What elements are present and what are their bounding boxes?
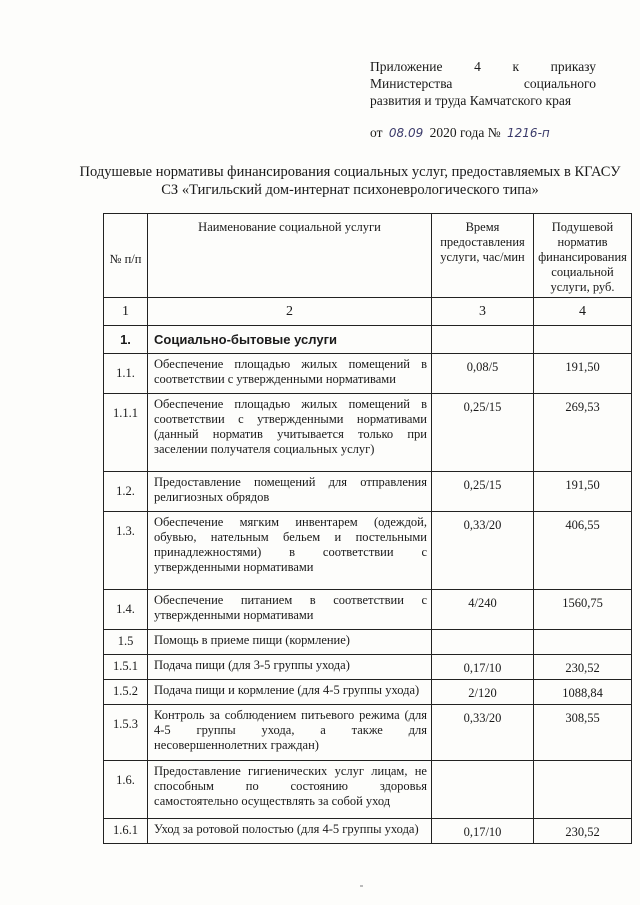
table-row [104, 655, 632, 680]
row-num: 1.4. [104, 590, 148, 630]
column-number-row [104, 298, 632, 326]
row-cost: 230,52 [534, 819, 632, 844]
table-row [104, 590, 632, 630]
section-num: 1. [104, 326, 148, 354]
services-table [103, 213, 632, 844]
row-time: 0,25/15 [432, 472, 534, 512]
header-time: Время предоставления услуги, час/мин [432, 214, 534, 298]
section-name: Социально-бытовые услуги [148, 326, 432, 354]
row-time: 0,33/20 [432, 705, 534, 761]
row-num: 1.1.1 [104, 394, 148, 472]
row-time: 2/120 [432, 680, 534, 705]
document-title: Подушевые нормативы финансирования социальных услуг, предоставляемых в КГАСУ СЗ «Тигильский дом-интернат психоневрологического типа» [79, 164, 621, 198]
table-row [104, 705, 632, 761]
header-service-name: Наименование социальной услуги [148, 214, 432, 298]
appendix-block [370, 58, 596, 109]
appendix-line-3: развития и труда Камчатского края [370, 93, 572, 108]
row-time: 0,17/10 [432, 819, 534, 844]
order-reference [370, 125, 610, 141]
row-cost: 406,55 [534, 512, 632, 590]
row-service-name: Обеспечение питанием в соответствии с утвержденными нормативами [148, 590, 432, 630]
row-cost [534, 761, 632, 819]
row-num: 1.5 [104, 630, 148, 655]
appendix-line-1: Приложение 4 к приказу [370, 59, 596, 74]
table-row [104, 761, 632, 819]
row-num: 1.6. [104, 761, 148, 819]
row-time [432, 630, 534, 655]
header-cost: Подушевой норматив финансирования социальной услуги, руб. [534, 214, 632, 298]
row-num: 1.6.1 [104, 819, 148, 844]
row-cost: 230,52 [534, 655, 632, 680]
table-row [104, 354, 632, 394]
row-cost: 1560,75 [534, 590, 632, 630]
order-prefix: от [370, 125, 383, 140]
row-num: 1.5.1 [104, 655, 148, 680]
order-number-handwritten: 1216-п [507, 126, 550, 140]
column-number: 3 [432, 298, 534, 326]
row-cost: 1088,84 [534, 680, 632, 705]
header-num: № п/п [104, 214, 148, 298]
row-service-name: Подача пищи и кормление (для 4-5 группы ухода) [148, 680, 432, 705]
appendix-line-2: Министерства социального [370, 76, 596, 91]
table-row [104, 512, 632, 590]
row-service-name: Предоставление помещений для отправления религиозных обрядов [148, 472, 432, 512]
section-row [104, 326, 632, 354]
row-service-name: Контроль за соблюдением питьевого режима (для 4-5 группы ухода, а также для несовершеннолетних граждан) [148, 705, 432, 761]
table-row [104, 819, 632, 844]
order-mid: 2020 года № [429, 125, 501, 140]
row-service-name: Подача пищи (для 3-5 группы ухода) [148, 655, 432, 680]
row-time: 0,33/20 [432, 512, 534, 590]
row-cost [534, 630, 632, 655]
column-number: 2 [148, 298, 432, 326]
row-time: 0,08/5 [432, 354, 534, 394]
row-cost: 191,50 [534, 472, 632, 512]
row-num: 1.5.2 [104, 680, 148, 705]
row-num: 1.1. [104, 354, 148, 394]
row-time [432, 761, 534, 819]
row-service-name: Обеспечение мягким инвентарем (одеждой, обувью, нательным бельем и постельными принадлежностями) в соответствии с утвержденными нормативами [148, 512, 432, 590]
scan-speck [360, 885, 363, 887]
order-date-handwritten: 08.09 [388, 126, 424, 140]
row-time: 0,17/10 [432, 655, 534, 680]
row-time: 4/240 [432, 590, 534, 630]
table-row [104, 394, 632, 472]
row-num: 1.3. [104, 512, 148, 590]
row-time: 0,25/15 [432, 394, 534, 472]
column-number: 4 [534, 298, 632, 326]
row-service-name: Предоставление гигиенических услуг лицам, не способным по состоянию здоровья самостоятельно осуществлять за собой уход [148, 761, 432, 819]
table-header-row [104, 214, 632, 298]
row-service-name: Обеспечение площадью жилых помещений в соответствии с утвержденными нормативами (данный норматив учитывается только при заселении получателя социальных услуг) [148, 394, 432, 472]
column-number: 1 [104, 298, 148, 326]
row-cost: 269,53 [534, 394, 632, 472]
table-row [104, 472, 632, 512]
table-row [104, 680, 632, 705]
row-service-name: Обеспечение площадью жилых помещений в соответствии с утвержденными нормативами [148, 354, 432, 394]
table-row [104, 630, 632, 655]
row-num: 1.5.3 [104, 705, 148, 761]
row-cost: 191,50 [534, 354, 632, 394]
row-service-name: Уход за ротовой полостью (для 4-5 группы ухода) [148, 819, 432, 844]
row-service-name: Помощь в приеме пищи (кормление) [148, 630, 432, 655]
row-cost: 308,55 [534, 705, 632, 761]
row-num: 1.2. [104, 472, 148, 512]
